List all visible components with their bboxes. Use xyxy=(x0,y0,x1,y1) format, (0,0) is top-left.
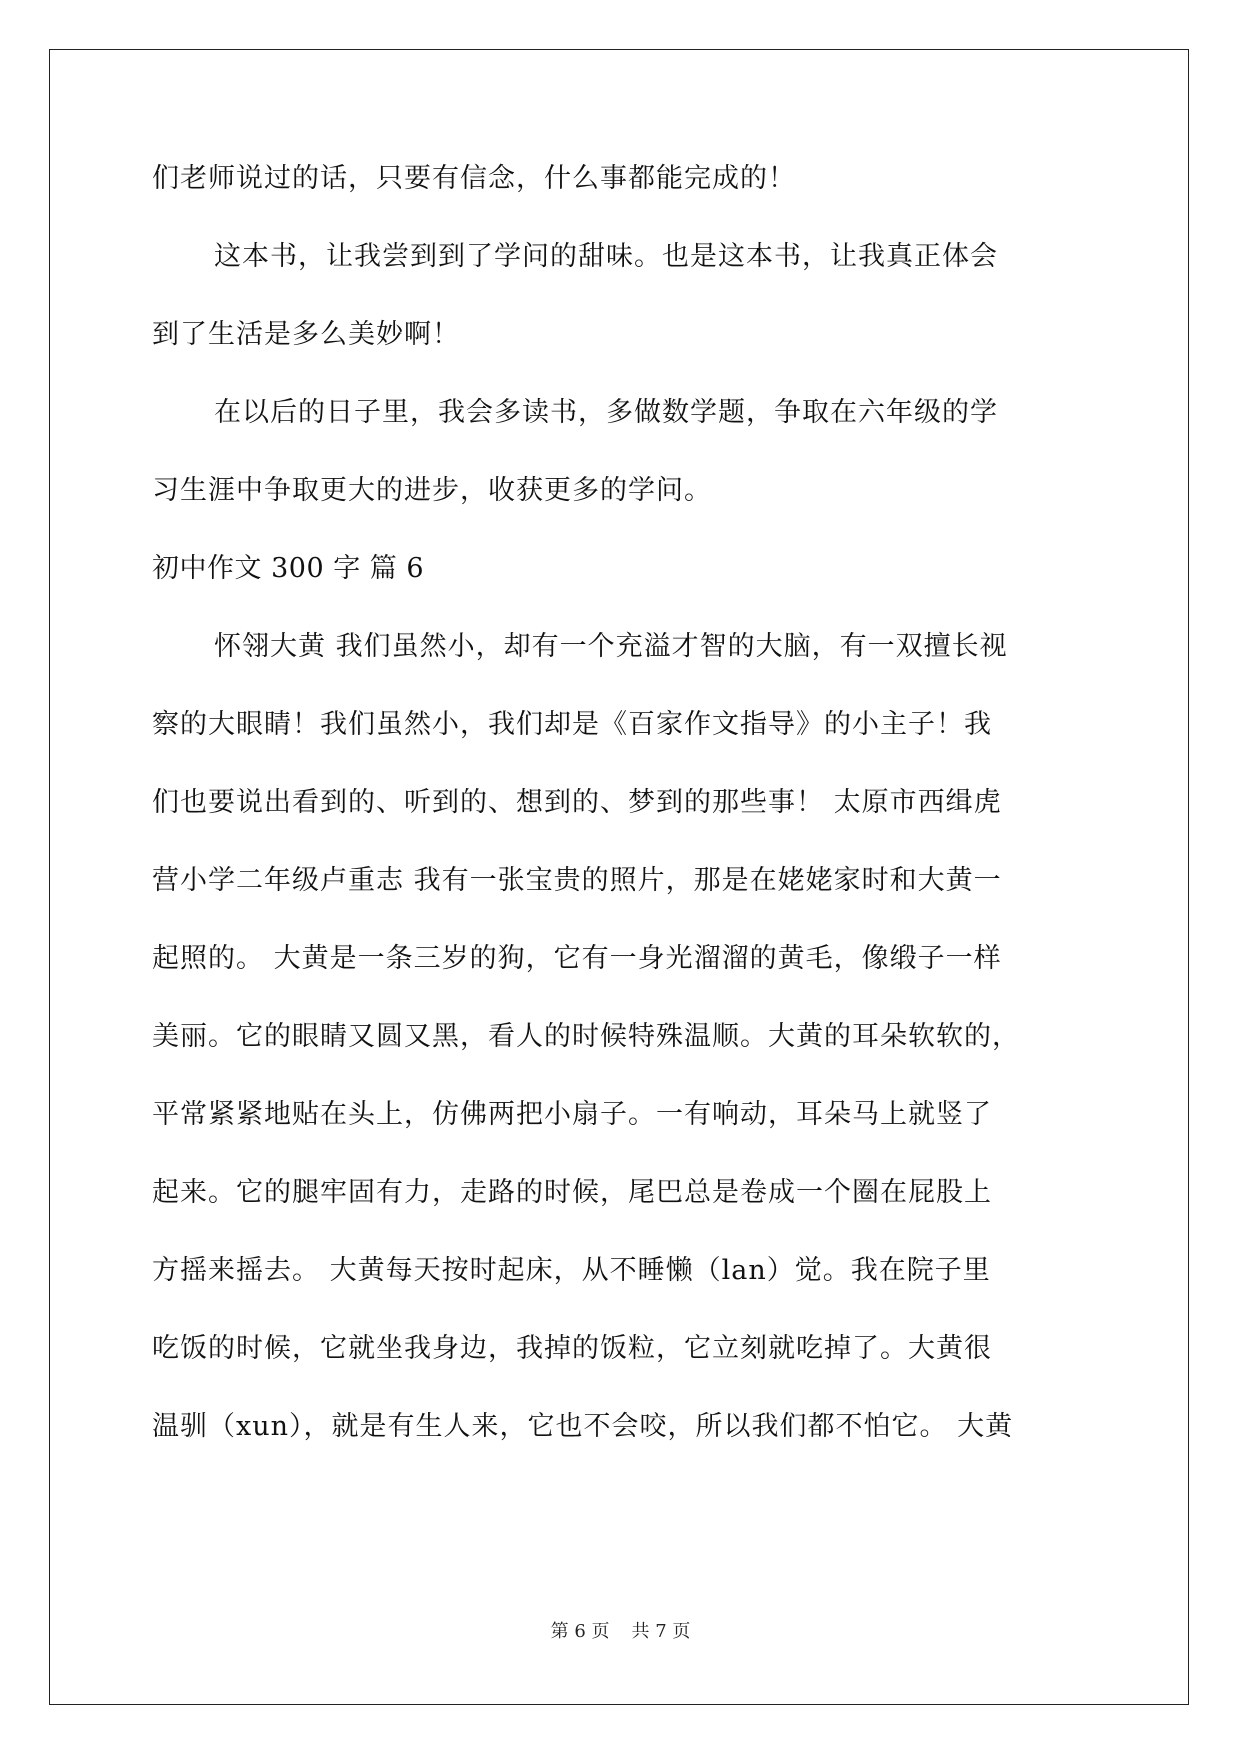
text-line-1: 们老师说过的话，只要有信念，什么事都能完成的！ xyxy=(152,163,796,194)
text-line-8: 察的大眼睛！我们虽然小，我们却是《百家作文指导》的小主子！我 xyxy=(152,709,992,740)
text-line-9: 们也要说出看到的、听到的、想到的、梦到的那些事！ 太原市西缉虎 xyxy=(152,787,1002,818)
text-line-10: 营小学二年级卢重志 我有一张宝贵的照片，那是在姥姥家时和大黄一 xyxy=(152,865,1002,896)
text-line-7: 怀翎大黄 我们虽然小，却有一个充溢才智的大脑，有一双擅长视 xyxy=(214,631,1008,662)
text-line-5: 习生涯中争取更大的进步，收获更多的学问。 xyxy=(152,475,712,506)
section-heading: 初中作文 300 字 篇 6 xyxy=(152,553,425,584)
text-line-14: 起来。它的腿牢固有力，走路的时候，尾巴总是卷成一个圈在屁股上 xyxy=(152,1177,992,1208)
text-line-11: 起照的。 大黄是一条三岁的狗，它有一身光溜溜的黄毛，像缎子一样 xyxy=(152,943,1002,974)
text-line-15: 方摇来摇去。 大黄每天按时起床，从不睡懒（lan）觉。我在院子里 xyxy=(152,1255,991,1286)
text-line-12: 美丽。它的眼睛又圆又黑，看人的时候特殊温顺。大黄的耳朵软软的， xyxy=(152,1021,1020,1052)
page-footer xyxy=(0,1620,1241,1644)
page-total: 共 7 页 xyxy=(631,1621,691,1642)
text-line-16: 吃饭的时候，它就坐我身边，我掉的饭粒，它立刻就吃掉了。大黄很 xyxy=(152,1333,992,1364)
document-body xyxy=(152,160,1092,1486)
text-line-17: 温驯（xun），就是有生人来，它也不会咬，所以我们都不怕它。 大黄 xyxy=(152,1411,1014,1442)
text-line-3: 到了生活是多么美妙啊！ xyxy=(152,319,460,350)
text-line-4: 在以后的日子里，我会多读书，多做数学题，争取在六年级的学 xyxy=(214,397,998,428)
text-line-13: 平常紧紧地贴在头上，仿佛两把小扇子。一有响动，耳朵马上就竖了 xyxy=(152,1099,992,1130)
text-line-2: 这本书，让我尝到到了学问的甜味。也是这本书，让我真正体会 xyxy=(214,241,998,272)
page-number: 第 6 页 xyxy=(550,1621,610,1642)
